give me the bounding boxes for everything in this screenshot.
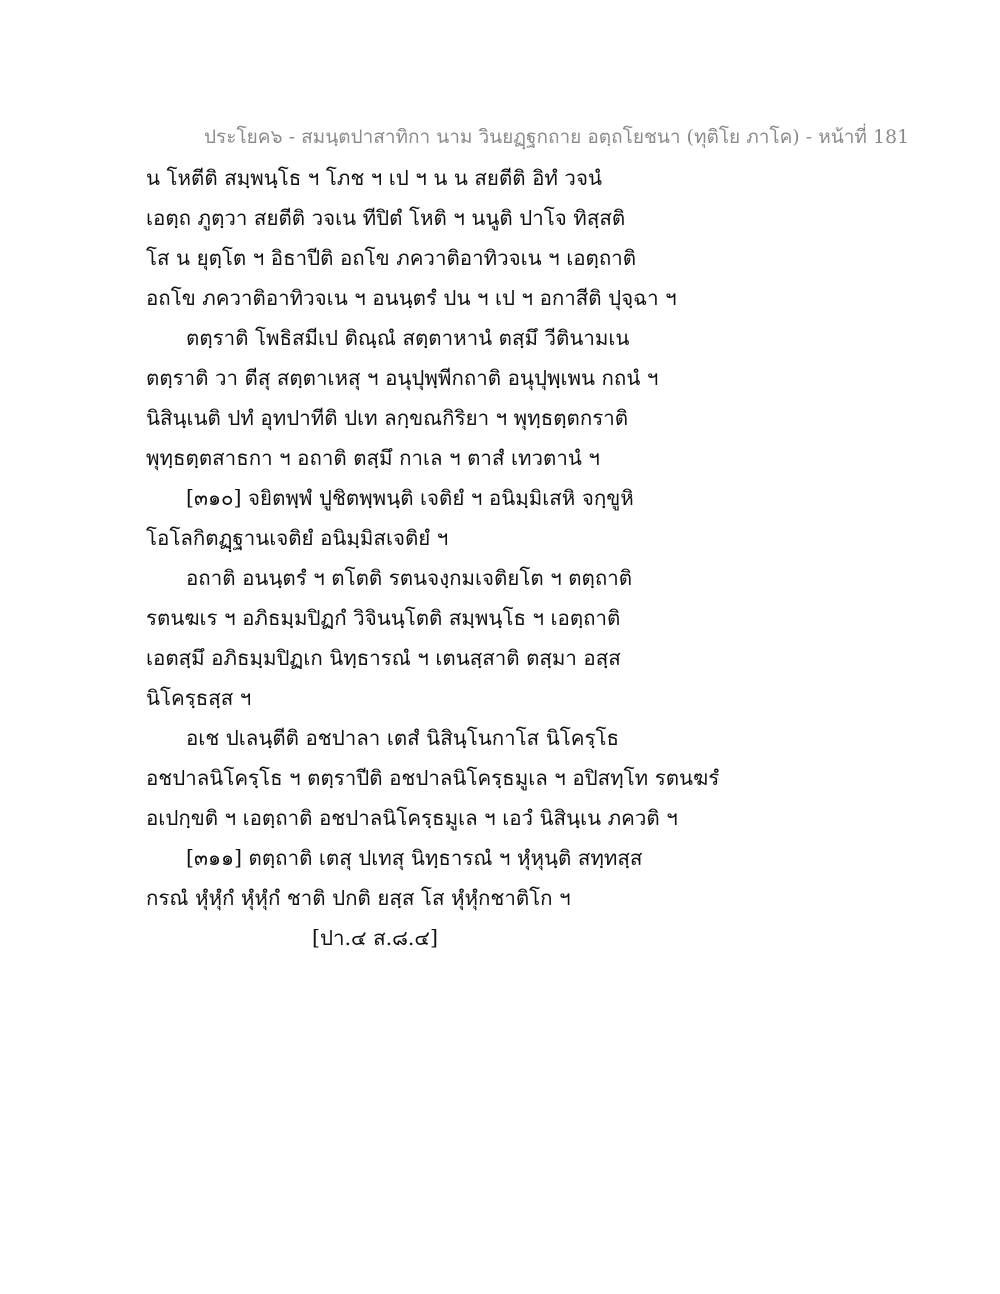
text-line: โส น ยุตฺโต ฯ อิธาปีติ อถโข ภควาติอาทิวจเน ฯ เอตฺถาติ xyxy=(146,246,637,270)
text-line: พุทฺธตฺตสาธกา ฯ อถาติ ตสฺมึ กาเล ฯ ตาสํ เทวตานํ ฯ xyxy=(146,446,600,470)
text-line: ตตฺราติ วา ตีสุ สตฺตาเหสุ ฯ อนุปุพฺพีกถาติ อนุปุพฺเพน กถนํ ฯ xyxy=(146,366,659,390)
text-line: [๓๑๑] ตตฺถาติ เตสุ ปเทสุ นิทฺธารณํ ฯ หุํหุนฺติ สทฺทสฺส xyxy=(186,846,643,870)
page-header: ประโยค๖ - สมนฺตปาสาทิกา นาม วินยฏฺฐกถาย อตฺถโยชนา (ทุติโย ภาโค) - หน้าที่ 181 xyxy=(204,126,910,148)
text-line: อเช ปเลนฺตีติ อชปาลา เตสํ นิสินฺโนกาโส นิโครฺโธ xyxy=(186,726,619,750)
text-line: นิโครฺธสฺส ฯ xyxy=(146,686,252,710)
text-line: ตตฺราติ โพธิสมีเป ติณฺณํ สตฺตาหานํ ตสฺมึ วีตินามเน xyxy=(186,326,630,350)
text-line: เอตสฺมึ อภิธมฺมปิฏเก นิทฺธารณํ ฯ เตนสฺสาติ ตสฺมา อสฺส xyxy=(146,646,621,670)
reference-note: [ปา.๔ ส.๘.๔] xyxy=(312,926,438,950)
text-line: รตนฆเร ฯ อภิธมฺมปิฏกํ วิจินนฺโตติ สมฺพนฺโธ ฯ เอตฺถาติ xyxy=(146,606,621,630)
body-text xyxy=(146,158,966,958)
text-line: นิสินฺเนติ ปทํ อุทปาทีติ ปเท ลกฺขณกิริยา ฯ พุทฺธตฺตกราติ xyxy=(146,406,629,430)
text-line: อถโข ภควาติอาทิวจเน ฯ อนนฺตรํ ปน ฯ เป ฯ อกาสีติ ปุจฺฉา ฯ xyxy=(146,286,677,310)
text-line: เอตฺถ ภูตฺวา สยตีติ วจเน ทีปิตํ โหติ ฯ นนูติ ปาโจ ทิสฺสติ xyxy=(146,206,626,230)
text-line: [๓๑๐] จยิตพฺพํ ปูชิตพฺพนฺติ เจติยํ ฯ อนิมฺมิเสหิ จกฺขูหิ xyxy=(186,486,634,510)
text-line: น โหตีติ สมฺพนฺโธ ฯ โภช ฯ เป ฯ น น สยตีติ อิทํ วจนํ xyxy=(146,166,602,190)
text-line: อเปกฺขติ ฯ เอตฺถาติ อชปาลนิโครฺธมูเล ฯ เอวํ นิสินฺเน ภควติ ฯ xyxy=(146,806,678,830)
text-line: อถาติ อนนฺตรํ ฯ ตโตติ รตนจงฺกมเจติยโต ฯ ตตฺถาติ xyxy=(186,566,633,590)
text-line: กรณํ หุํหุํกํ หุํหุํกํ ชาติ ปกติ ยสฺส โส หุํหุํกชาติโก ฯ xyxy=(146,886,571,910)
text-line: โอโลกิตฏฺฐานเจติยํ อนิมฺมิสเจติยํ ฯ xyxy=(146,526,449,550)
text-line: อชปาลนิโครฺโธ ฯ ตตฺราปีติ อชปาลนิโครฺธมูเล ฯ อปิสทฺโท รตนฆรํ xyxy=(146,766,720,790)
